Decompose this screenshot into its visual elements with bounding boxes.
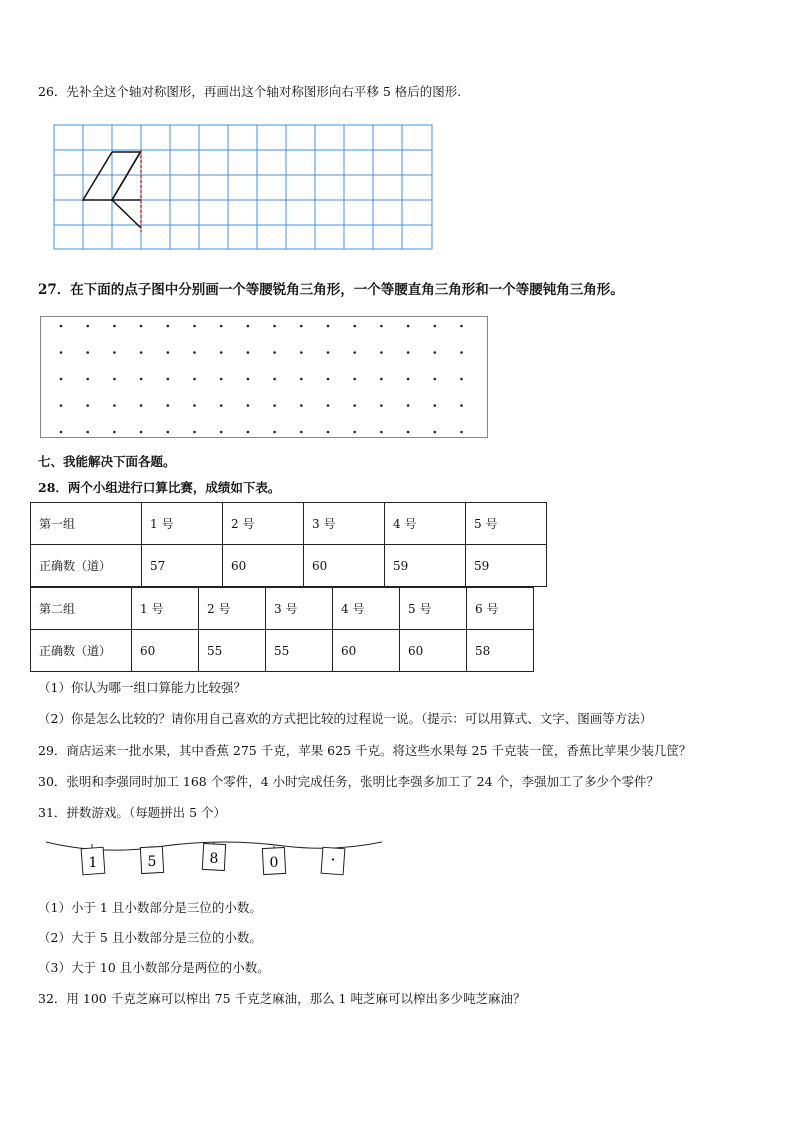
svg-text:1: 1 [88, 855, 98, 871]
question-29: 29．商店运来一批水果，其中香蕉 275 千克，苹果 625 千克。将这些水果每 25 千克装一筐，香蕉比苹果少装几筐？ [38, 743, 692, 758]
grid-dot [60, 351, 63, 354]
grid-dot [140, 325, 143, 328]
grid-dot [167, 431, 170, 434]
grid-dot [460, 325, 463, 328]
grid-dot [86, 325, 89, 328]
table-cell: 5 号 [400, 588, 467, 630]
table-cell: 58 [467, 630, 534, 672]
table-cell: 60 [333, 630, 400, 672]
grid-dot [273, 404, 276, 407]
card-2 [140, 846, 163, 874]
symmetry-grid [52, 124, 436, 252]
grid-dot [220, 351, 223, 354]
table-cell: 60 [400, 630, 467, 672]
grid-dot [140, 378, 143, 381]
grid-dot [247, 351, 250, 354]
grid-dot [407, 378, 410, 381]
group-1-table [30, 502, 547, 587]
question-31-sub-3: （3）大于 10 且小数部分是两位的小数。 [38, 960, 270, 975]
svg-text:0: 0 [269, 855, 279, 871]
dot-grid [41, 317, 487, 437]
table-cell: 3 号 [304, 503, 385, 545]
grid-dot [300, 431, 303, 434]
question-28: 28．两个小组进行口算比赛，成绩如下表。 [38, 480, 281, 495]
grid-dot [140, 351, 143, 354]
grid-dot [193, 404, 196, 407]
grid-dot [193, 325, 196, 328]
grid-dot [353, 431, 356, 434]
section-7-title: 七、我能解决下面各题。 [38, 454, 176, 469]
grid-dot [86, 351, 89, 354]
table-cell: 60 [223, 545, 304, 587]
grid-dot [300, 325, 303, 328]
grid-dot [460, 351, 463, 354]
number-cards-figure [44, 834, 384, 882]
grid-dot [193, 431, 196, 434]
group-2-table [30, 587, 534, 672]
grid-dot [380, 378, 383, 381]
question-28-sub-2: （2）你是怎么比较的？请你用自己喜欢的方式把比较的过程说一说。（提示：可以用算式、文字、图画等方法） [38, 711, 653, 726]
table-cell: 1 号 [142, 503, 223, 545]
table-cell: 55 [199, 630, 266, 672]
grid-dot [140, 404, 143, 407]
table-cell: 6 号 [467, 588, 534, 630]
grid-dot [113, 431, 116, 434]
grid-dot [434, 404, 437, 407]
grid-dot [327, 404, 330, 407]
grid-dot [380, 351, 383, 354]
grid-dot [220, 404, 223, 407]
table-cell: 正确数（道） [31, 545, 142, 587]
grid-dot [327, 351, 330, 354]
grid-dot [247, 378, 250, 381]
grid-dot [247, 325, 250, 328]
grid-dot [407, 404, 410, 407]
grid-dot [380, 404, 383, 407]
table-cell: 59 [385, 545, 466, 587]
grid-dot [407, 351, 410, 354]
table-cell: 2 号 [199, 588, 266, 630]
grid-dot [353, 378, 356, 381]
grid-dot [273, 378, 276, 381]
grid-dot [60, 325, 63, 328]
grid-dot [434, 378, 437, 381]
table-cell: 59 [466, 545, 547, 587]
grid-dot [434, 325, 437, 328]
dot-grid-box [40, 316, 488, 438]
grid-dot [327, 325, 330, 328]
grid-dot [113, 378, 116, 381]
grid-dot [460, 378, 463, 381]
grid-dot [60, 404, 63, 407]
grid-dot [300, 404, 303, 407]
table-cell: 57 [142, 545, 223, 587]
table-cell: 1 号 [132, 588, 199, 630]
table-cell: 60 [132, 630, 199, 672]
grid-dot [407, 325, 410, 328]
grid-dot [86, 404, 89, 407]
question-30: 30．张明和李强同时加工 168 个零件，4 小时完成任务，张明比李强多加工了 24 个，李强加工了多少个零件？ [38, 774, 659, 789]
grid-dot [60, 431, 63, 434]
grid-dot [300, 351, 303, 354]
table-row [31, 545, 547, 587]
table-cell: 4 号 [385, 503, 466, 545]
table-cell: 第二组 [31, 588, 132, 630]
grid-dot [60, 378, 63, 381]
grid-dot [273, 351, 276, 354]
grid-dot [353, 325, 356, 328]
grid-dot [327, 378, 330, 381]
grid-dot [380, 325, 383, 328]
grid-lines [54, 125, 432, 249]
table-row [31, 503, 547, 545]
grid-dot [167, 404, 170, 407]
grid-dot [86, 378, 89, 381]
question-31-sub-2: （2）大于 5 且小数部分是三位的小数。 [38, 930, 262, 945]
grid-dot [167, 378, 170, 381]
card-3 [202, 842, 225, 871]
grid-dot [460, 404, 463, 407]
grid-dot [327, 431, 330, 434]
table-cell: 60 [304, 545, 385, 587]
card-1 [81, 844, 105, 875]
table-row [31, 588, 534, 630]
table-row [31, 630, 534, 672]
table-cell: 第一组 [31, 503, 142, 545]
grid-dot [220, 325, 223, 328]
svg-text:5: 5 [147, 854, 157, 870]
grid-dot [434, 431, 437, 434]
grid-dot [380, 431, 383, 434]
grid-dot [247, 404, 250, 407]
question-31: 31．拼数游戏。（每题拼出 5 个） [38, 805, 227, 820]
svg-text:·: · [330, 850, 336, 869]
grid-dot [273, 325, 276, 328]
grid-dot [460, 431, 463, 434]
table-cell: 4 号 [333, 588, 400, 630]
grid-dot [300, 378, 303, 381]
grid-dot [273, 431, 276, 434]
grid-dot [113, 404, 116, 407]
grid-dot [113, 351, 116, 354]
table-cell: 正确数（道） [31, 630, 132, 672]
grid-dot [434, 351, 437, 354]
grid-dot [113, 325, 116, 328]
table-cell: 55 [266, 630, 333, 672]
grid-dot [220, 378, 223, 381]
grid-dot [220, 431, 223, 434]
table-cell: 5 号 [466, 503, 547, 545]
grid-dot [353, 404, 356, 407]
grid-dot [407, 431, 410, 434]
question-27: 27．在下面的点子图中分别画一个等腰锐角三角形，一个等腰直角三角形和一个等腰钝角三角形。 [38, 282, 624, 298]
grid-dot [167, 351, 170, 354]
grid-dot [140, 431, 143, 434]
grid-dot [193, 351, 196, 354]
question-26: 26．先补全这个轴对称图形，再画出这个轴对称图形向右平移 5 格后的图形. [38, 84, 462, 99]
table-cell: 3 号 [266, 588, 333, 630]
question-32: 32．用 100 千克芝麻可以榨出 75 千克芝麻油，那么 1 吨芝麻可以榨出多少吨芝麻油？ [38, 991, 526, 1006]
grid-dot [193, 378, 196, 381]
grid-border [54, 125, 432, 249]
table-cell: 2 号 [223, 503, 304, 545]
grid-dot [86, 431, 89, 434]
grid-dot [167, 325, 170, 328]
grid-dot [353, 351, 356, 354]
card-4 [262, 846, 285, 875]
grid-dot [247, 431, 250, 434]
card-5 [321, 847, 345, 874]
question-28-sub-1: （1）你认为哪一组口算能力比较强？ [38, 680, 246, 695]
svg-text:8: 8 [209, 851, 219, 867]
question-31-sub-1: （1）小于 1 且小数部分是三位的小数。 [38, 900, 262, 915]
